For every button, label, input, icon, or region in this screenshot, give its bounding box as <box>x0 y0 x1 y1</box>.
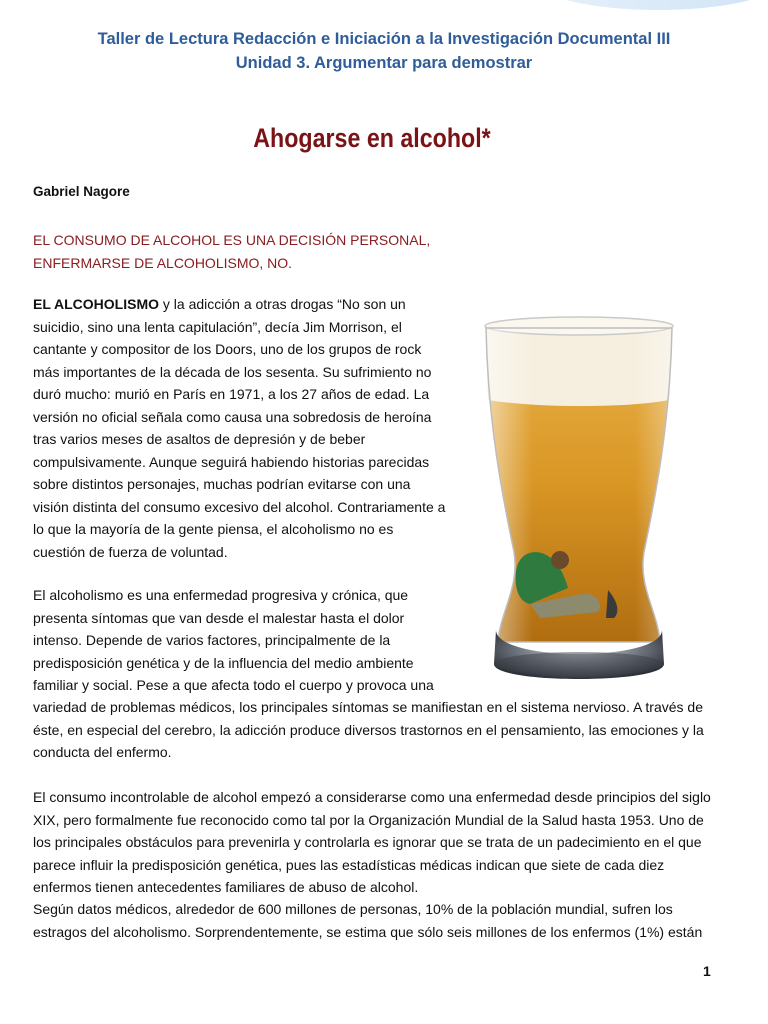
article-lead <box>33 229 453 274</box>
page-number: 1 <box>703 963 711 979</box>
paragraph-1-text: y la adicción a otras drogas “No son un suicidio, sino una lenta capitulación”, decía Jim Morrison, el cantante y compositor de los Doors, uno de los grupos de rock más importantes de la década de los sesenta. Su sufrimiento no duró mucho: murió en París en 1971, a los 27 años de edad. La versión no oficial señala como causa una sobredosis de heroína tras varios meses de asaltos de depresión y de beber compulsivamente. Aunque seguirá habiendo historias parecidas sobre distintos personajes, muchas podrían evitarse con una visión distinta del consumo excesivo del alcohol. Contrariamente a lo que la mayoría de la gente piensa, el alcoholismo no es cuestión de fuerza de voluntad. <box>33 296 446 560</box>
paragraph-3: El consumo incontrolable de alcohol empezó a considerarse como una enfermedad desde principios del siglo XIX, pero formalmente fue reconocido como tal por la Organización Mundial de la Salud hasta 1953. Uno de los principales obstáculos para prevenirla y controlarla es ignorar que se trata de un padecimiento en el que parece influir la predisposición genética, pues las estadísticas médicas indican que siete de cada diez enfermos tienen antecedentes familiares de abuso de alcohol. <box>33 789 711 895</box>
beer-glass-illustration <box>478 312 680 682</box>
paragraph-2-continued: variedad de problemas médicos, los principales síntomas se manifiestan en el sistema nervioso. A través de éste, en especial del cerebro, la adicción produce diversos trastornos en el pensamiento, las emociones y la conducta del enfermo. <box>33 699 704 760</box>
document-header <box>0 27 768 75</box>
paragraph-2-wrapped: El alcoholismo es una enfermedad progresiva y crónica, que presenta síntomas que van desde el malestar hasta el dolor intenso. Depende de varios factores, principalmente de la predisposición genética y de la influencia del medio ambiente familiar y social. Pese a que afecta todo el cuerpo y provoca una <box>33 587 434 693</box>
paragraph-1-lead: EL ALCOHOLISMO <box>33 296 159 312</box>
course-name: Taller de Lectura Redacción e Iniciación a la Investigación Documental III <box>97 30 671 48</box>
paragraph-1 <box>33 293 449 563</box>
top-corner-decoration <box>538 0 768 10</box>
paragraph-4: Según datos médicos, alrededor de 600 millones de personas, 10% de la población mundial, sufren los estragos del alcoholismo. Sorprendentemente, se estima que sólo seis millones de los enfermos (1%) están <box>33 901 703 940</box>
article-author: Gabriel Nagore <box>33 184 130 199</box>
article-title: Ahogarse en alcohol* <box>253 123 491 153</box>
lead-line-1: EL CONSUMO DE ALCOHOL ES UNA DECISIÓN PERSONAL, <box>33 232 431 248</box>
lead-line-2: ENFERMARSE DE ALCOHOLISMO, NO. <box>33 254 293 271</box>
unit-name: Unidad 3. Argumentar para demostrar <box>235 54 533 72</box>
